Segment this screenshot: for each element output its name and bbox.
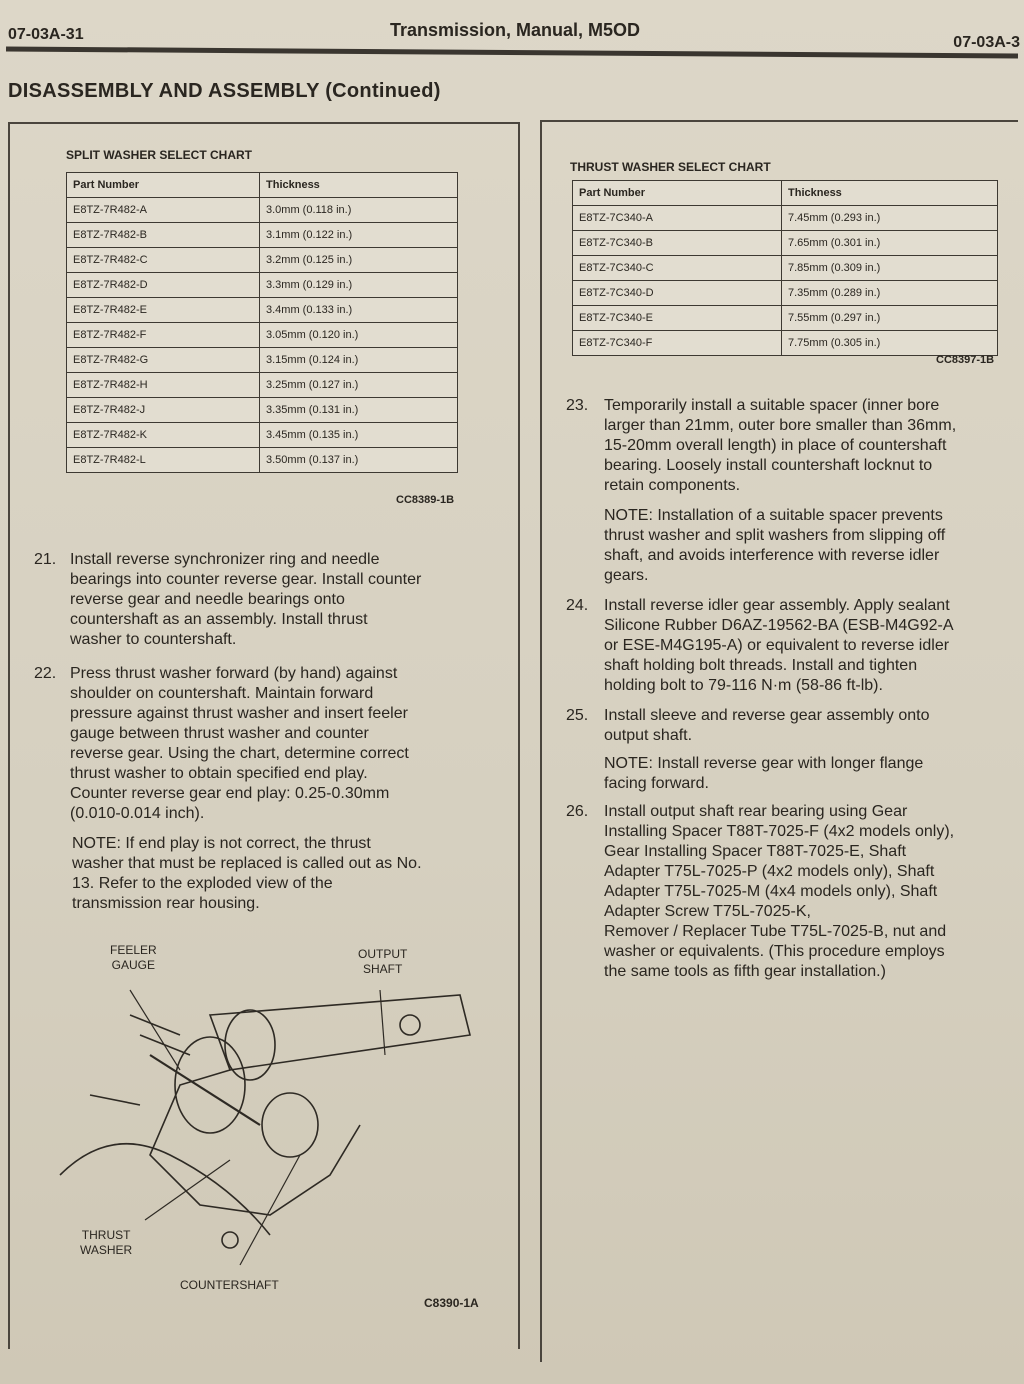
thickness-cell: 7.55mm (0.297 in.) xyxy=(782,306,998,331)
text-line: Adapter T75L-7025-P (4x2 models only), Shaft xyxy=(604,863,935,880)
step-text xyxy=(604,802,954,982)
text-line: shaft, and avoids interference with reverse idler xyxy=(604,547,940,564)
table-row xyxy=(67,323,458,348)
text-line: FEELER xyxy=(110,943,157,957)
column-header: Part Number xyxy=(67,173,260,198)
text-line: 13. Refer to the exploded view of the xyxy=(72,875,333,892)
text-line: transmission rear housing. xyxy=(72,895,260,912)
text-line: Install reverse synchronizer ring and needle xyxy=(70,551,380,568)
thickness-cell: 3.3mm (0.129 in.) xyxy=(260,273,458,298)
thrust-washer-detail xyxy=(222,1232,238,1248)
text-line: Remover / Replacer Tube T75L-7025-B, nut and xyxy=(604,923,947,940)
thickness-cell: 7.45mm (0.293 in.) xyxy=(782,206,998,231)
text-line: Gear Installing Spacer T88T-7025-E, Shaft xyxy=(604,843,907,860)
step-text xyxy=(70,550,421,650)
thickness-cell: 7.85mm (0.309 in.) xyxy=(782,256,998,281)
label-thrust-washer xyxy=(80,1228,132,1258)
table-header-row xyxy=(573,181,998,206)
countershaft-end xyxy=(262,1093,318,1157)
text-line: or ESE-M4G195-A) or equivalent to reverse idler xyxy=(604,637,950,654)
text-line: thrust washer to obtain specified end play. xyxy=(70,765,368,782)
table-row xyxy=(67,273,458,298)
thickness-cell: 3.35mm (0.131 in.) xyxy=(260,398,458,423)
text-line: countershaft as an assembly. Install thrust xyxy=(70,611,368,628)
text-line: Counter reverse gear end play: 0.25-0.30mm xyxy=(70,785,390,802)
output-leader xyxy=(380,990,385,1055)
table-row xyxy=(67,248,458,273)
step-number: 22. xyxy=(34,665,57,682)
thickness-cell: 3.1mm (0.122 in.) xyxy=(260,223,458,248)
text-line: 15-20mm overall length) in place of countershaft xyxy=(604,437,947,454)
thrust-leader xyxy=(145,1160,230,1220)
text-line: gears. xyxy=(604,567,649,584)
text-line: Install reverse idler gear assembly. Apply sealant xyxy=(604,597,950,614)
table-row xyxy=(573,231,998,256)
part-number-cell: E8TZ-7R482-J xyxy=(67,398,260,423)
table-row xyxy=(573,206,998,231)
page-header-title: Transmission, Manual, M5OD xyxy=(390,20,641,40)
thickness-cell: 7.65mm (0.301 in.) xyxy=(782,231,998,256)
step-number: 21. xyxy=(34,551,57,568)
part-number-cell: E8TZ-7C340-C xyxy=(573,256,782,281)
part-number-cell: E8TZ-7C340-A xyxy=(573,206,782,231)
table-row xyxy=(573,306,998,331)
text-line: Temporarily install a suitable spacer (inner bore xyxy=(604,397,940,414)
text-line: Installing Spacer T88T-7025-F (4x2 models only), xyxy=(604,823,955,840)
text-line: NOTE: Install reverse gear with longer flange xyxy=(604,755,924,772)
housing-outline xyxy=(150,1070,360,1215)
step-number: 23. xyxy=(566,397,589,414)
text-line: larger than 21mm, outer bore smaller than 36mm, xyxy=(604,417,957,434)
thickness-cell: 7.75mm (0.305 in.) xyxy=(782,331,998,356)
part-number-cell: E8TZ-7R482-K xyxy=(67,423,260,448)
text-line: reverse gear. Using the chart, determine correct xyxy=(70,745,409,762)
text-line: NOTE: If end play is not correct, the thrust xyxy=(72,835,371,852)
text-line: washer to countershaft. xyxy=(70,631,237,648)
text-line: OUTPUT xyxy=(358,947,408,961)
thickness-cell: 3.45mm (0.135 in.) xyxy=(260,423,458,448)
text-line: Adapter Screw T75L-7025-K, xyxy=(604,903,811,920)
text-line: Adapter T75L-7025-M (4x4 models only), Shaft xyxy=(604,883,938,900)
table-row xyxy=(573,281,998,306)
part-number-cell: E8TZ-7C340-E xyxy=(573,306,782,331)
text-line: Silicone Rubber D6AZ-19562-BA (ESB-M4G92-A xyxy=(604,617,954,634)
part-number-cell: E8TZ-7R482-L xyxy=(67,448,260,473)
text-line: NOTE: Installation of a suitable spacer prevents xyxy=(604,507,943,524)
text-line: the same tools as fifth gear installation.) xyxy=(604,963,886,980)
text-line: holding bolt to 79-116 N·m (58-86 ft-lb). xyxy=(604,677,883,694)
text-line: Install output shaft rear bearing using Gear xyxy=(604,803,908,820)
thickness-cell: 3.2mm (0.125 in.) xyxy=(260,248,458,273)
text-line: washer or equivalents. (This procedure employs xyxy=(604,943,945,960)
countershaft-leader xyxy=(240,1155,300,1265)
page-code-right: 07-03A-3 xyxy=(953,34,1020,51)
thrust-chart-code: CC8397-1B xyxy=(936,354,995,366)
text-line: retain components. xyxy=(604,477,741,494)
note-reverse-gear xyxy=(604,754,1016,794)
split-table-body xyxy=(67,198,458,473)
text-line: washer that must be replaced is called out as No. xyxy=(72,855,422,872)
note-end-play xyxy=(72,834,512,914)
thrust-washer-table xyxy=(572,180,998,356)
step-number: 25. xyxy=(566,707,589,724)
housing-curve xyxy=(60,1144,270,1235)
part-number-cell: E8TZ-7C340-B xyxy=(573,231,782,256)
part-number-cell: E8TZ-7C340-D xyxy=(573,281,782,306)
step-22 xyxy=(34,664,504,824)
table-row xyxy=(67,348,458,373)
step-21 xyxy=(34,550,504,650)
thickness-cell: 3.15mm (0.124 in.) xyxy=(260,348,458,373)
gear-ring xyxy=(225,1010,275,1080)
column-header: Part Number xyxy=(573,181,782,206)
thickness-cell: 3.0mm (0.118 in.) xyxy=(260,198,458,223)
part-number-cell: E8TZ-7R482-C xyxy=(67,248,260,273)
text-line: output shaft. xyxy=(604,727,693,744)
text-line: SHAFT xyxy=(363,962,403,976)
column-header: Thickness xyxy=(782,181,998,206)
text-line: GAUGE xyxy=(111,958,156,972)
text-line: reverse gear and needle bearings onto xyxy=(70,591,345,608)
part-number-cell: E8TZ-7R482-H xyxy=(67,373,260,398)
text-line: gauge between thrust washer and counter xyxy=(70,725,369,742)
thickness-cell: 3.25mm (0.127 in.) xyxy=(260,373,458,398)
output-shaft-body xyxy=(210,995,470,1070)
column-header: Thickness xyxy=(260,173,458,198)
part-number-cell: E8TZ-7R482-G xyxy=(67,348,260,373)
text-line: shoulder on countershaft. Maintain forward xyxy=(70,685,374,702)
step-number: 24. xyxy=(566,597,589,614)
part-number-cell: E8TZ-7R482-A xyxy=(67,198,260,223)
thickness-cell: 3.4mm (0.133 in.) xyxy=(260,298,458,323)
thickness-cell: 7.35mm (0.289 in.) xyxy=(782,281,998,306)
thrust-chart-title: THRUST WASHER SELECT CHART xyxy=(570,160,771,174)
table-row xyxy=(67,448,458,473)
text-line: THRUST xyxy=(81,1228,131,1242)
table-row xyxy=(67,423,458,448)
table-row xyxy=(67,298,458,323)
text-line: thrust washer and split washers from slipping off xyxy=(604,527,946,544)
step-number: 26. xyxy=(566,803,589,820)
table-row xyxy=(67,373,458,398)
split-washer-table xyxy=(66,172,458,473)
text-line: bearing. Loosely install countershaft locknut to xyxy=(604,457,933,474)
part-number-cell: E8TZ-7C340-F xyxy=(573,331,782,356)
table-header-row xyxy=(67,173,458,198)
label-output-shaft xyxy=(358,947,407,977)
part-number-cell: E8TZ-7R482-D xyxy=(67,273,260,298)
text-line: (0.010-0.014 inch). xyxy=(70,805,205,822)
step-text xyxy=(70,664,409,824)
part-number-cell: E8TZ-7R482-E xyxy=(67,298,260,323)
split-chart-code: CC8389-1B xyxy=(396,494,455,506)
split-chart-title: SPLIT WASHER SELECT CHART xyxy=(66,148,253,162)
table-row xyxy=(67,223,458,248)
text-line: Install sleeve and reverse gear assembly onto xyxy=(604,707,930,724)
thrust-table-body xyxy=(573,206,998,356)
header-rule xyxy=(6,46,1018,58)
table-row xyxy=(67,198,458,223)
reverse-gear xyxy=(175,1037,245,1133)
section-title: DISASSEMBLY AND ASSEMBLY (Continued) xyxy=(8,80,441,102)
page-code-left: 07-03A-31 xyxy=(8,26,84,43)
table-row xyxy=(573,256,998,281)
part-number-cell: E8TZ-7R482-F xyxy=(67,323,260,348)
table-row xyxy=(573,331,998,356)
part-number-cell: E8TZ-7R482-B xyxy=(67,223,260,248)
text-line: shaft holding bolt threads. Install and tighten xyxy=(604,657,918,674)
step-text xyxy=(604,596,954,696)
step-text xyxy=(604,706,930,746)
step-text xyxy=(604,396,956,496)
text-line: Press thrust washer forward (by hand) against xyxy=(70,665,398,682)
thickness-cell: 3.50mm (0.137 in.) xyxy=(260,448,458,473)
label-countershaft: COUNTERSHAFT xyxy=(180,1278,279,1292)
table-row xyxy=(67,398,458,423)
label-feeler-gauge xyxy=(110,943,157,973)
text-line: facing forward. xyxy=(604,775,709,792)
note-spacer xyxy=(604,506,1016,586)
bolt-head xyxy=(400,1015,420,1035)
text-line: bearings into counter reverse gear. Install counter xyxy=(70,571,422,588)
text-line: pressure against thrust washer and insert feeler xyxy=(70,705,408,722)
thickness-cell: 3.05mm (0.120 in.) xyxy=(260,323,458,348)
text-line: WASHER xyxy=(80,1243,133,1257)
figure-code: C8390-1A xyxy=(424,1296,479,1310)
